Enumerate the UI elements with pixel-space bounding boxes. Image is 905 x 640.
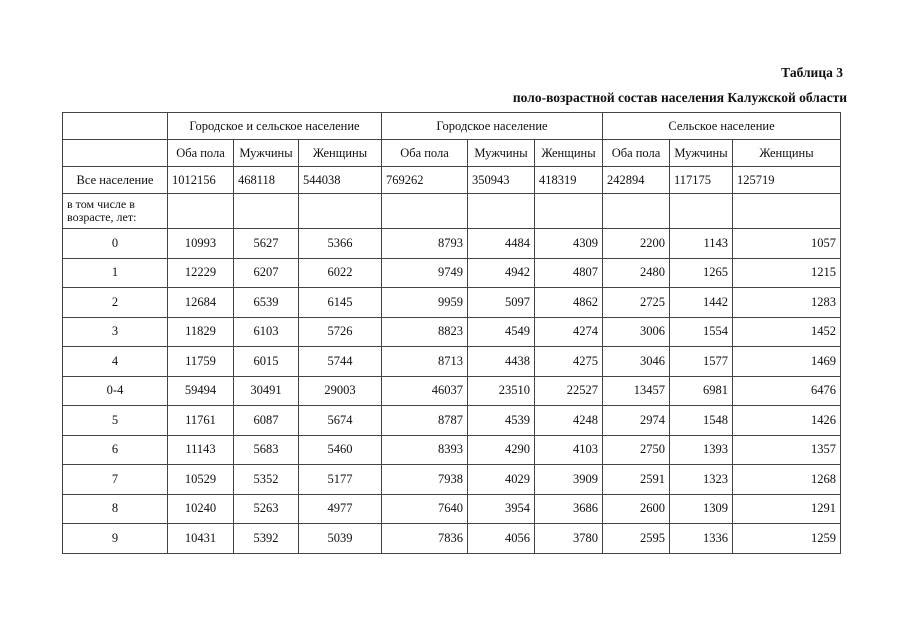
- value-cell: 1268: [733, 465, 841, 495]
- group-header-row: [63, 113, 841, 140]
- value-cell: 10240: [168, 494, 234, 524]
- total-cell: 544038: [299, 167, 382, 194]
- value-cell: 1469: [733, 347, 841, 377]
- total-cell: 242894: [603, 167, 670, 194]
- empty-cell: [603, 194, 670, 229]
- subheader-corner-cell: [63, 140, 168, 167]
- value-cell: 59494: [168, 376, 234, 406]
- subheader-cell: Оба пола: [168, 140, 234, 167]
- value-cell: 1323: [670, 465, 733, 495]
- age-label: 6: [63, 435, 168, 465]
- value-cell: 1548: [670, 406, 733, 436]
- value-cell: 1452: [733, 317, 841, 347]
- value-cell: 11761: [168, 406, 234, 436]
- value-cell: 5683: [234, 435, 299, 465]
- total-cell: 468118: [234, 167, 299, 194]
- value-cell: 6476: [733, 376, 841, 406]
- empty-cell: [382, 194, 468, 229]
- value-cell: 5177: [299, 465, 382, 495]
- empty-cell: [733, 194, 841, 229]
- population-table: [62, 112, 841, 554]
- value-cell: 11829: [168, 317, 234, 347]
- total-row-label: Все население: [63, 167, 168, 194]
- age-label: 4: [63, 347, 168, 377]
- age-row: [63, 494, 841, 524]
- value-cell: 6539: [234, 288, 299, 318]
- value-cell: 8823: [382, 317, 468, 347]
- value-cell: 5097: [468, 288, 535, 318]
- subheader-cell: Женщины: [733, 140, 841, 167]
- value-cell: 1291: [733, 494, 841, 524]
- value-cell: 5366: [299, 229, 382, 259]
- value-cell: 13457: [603, 376, 670, 406]
- value-cell: 4539: [468, 406, 535, 436]
- value-cell: 3686: [535, 494, 603, 524]
- value-cell: 4807: [535, 258, 603, 288]
- value-cell: 5392: [234, 524, 299, 554]
- value-cell: 2974: [603, 406, 670, 436]
- empty-cell: [234, 194, 299, 229]
- value-cell: 6087: [234, 406, 299, 436]
- value-cell: 4275: [535, 347, 603, 377]
- total-cell: 117175: [670, 167, 733, 194]
- subheader-cell: Мужчины: [670, 140, 733, 167]
- value-cell: 29003: [299, 376, 382, 406]
- value-cell: 4103: [535, 435, 603, 465]
- value-cell: 4942: [468, 258, 535, 288]
- value-cell: 12229: [168, 258, 234, 288]
- value-cell: 7640: [382, 494, 468, 524]
- value-cell: 5460: [299, 435, 382, 465]
- age-label: 5: [63, 406, 168, 436]
- subheader-cell: Мужчины: [468, 140, 535, 167]
- value-cell: 1336: [670, 524, 733, 554]
- value-cell: 2750: [603, 435, 670, 465]
- value-cell: 4862: [535, 288, 603, 318]
- value-cell: 4309: [535, 229, 603, 259]
- value-cell: 6207: [234, 258, 299, 288]
- age-row: [63, 465, 841, 495]
- age-row: [63, 288, 841, 318]
- value-cell: 3909: [535, 465, 603, 495]
- total-cell: 1012156: [168, 167, 234, 194]
- value-cell: 5627: [234, 229, 299, 259]
- value-cell: 5263: [234, 494, 299, 524]
- age-row: [63, 347, 841, 377]
- age-row: [63, 258, 841, 288]
- empty-cell: [670, 194, 733, 229]
- value-cell: 10431: [168, 524, 234, 554]
- age-row: [63, 376, 841, 406]
- age-label: 8: [63, 494, 168, 524]
- value-cell: 5726: [299, 317, 382, 347]
- value-cell: 3954: [468, 494, 535, 524]
- table-title: поло-возрастной состав населения Калужской области: [512, 90, 847, 105]
- value-cell: 1426: [733, 406, 841, 436]
- total-cell: 769262: [382, 167, 468, 194]
- subheader-row: [63, 140, 841, 167]
- empty-cell: [535, 194, 603, 229]
- subheader-cell: Мужчины: [234, 140, 299, 167]
- age-caption-label: в том числе в возрасте, лет:: [63, 194, 168, 229]
- age-row: [63, 435, 841, 465]
- age-row: [63, 229, 841, 259]
- value-cell: 1393: [670, 435, 733, 465]
- value-cell: 12684: [168, 288, 234, 318]
- value-cell: 11143: [168, 435, 234, 465]
- value-cell: 11759: [168, 347, 234, 377]
- empty-cell: [468, 194, 535, 229]
- empty-cell: [168, 194, 234, 229]
- age-label: 0: [63, 229, 168, 259]
- value-cell: 8713: [382, 347, 468, 377]
- value-cell: 8393: [382, 435, 468, 465]
- value-cell: 46037: [382, 376, 468, 406]
- value-cell: 4549: [468, 317, 535, 347]
- age-caption-row: [63, 194, 841, 229]
- subheader-cell: Женщины: [299, 140, 382, 167]
- value-cell: 6145: [299, 288, 382, 318]
- value-cell: 6015: [234, 347, 299, 377]
- value-cell: 4029: [468, 465, 535, 495]
- value-cell: 4248: [535, 406, 603, 436]
- age-row: [63, 524, 841, 554]
- value-cell: 1442: [670, 288, 733, 318]
- value-cell: 1143: [670, 229, 733, 259]
- value-cell: 22527: [535, 376, 603, 406]
- value-cell: 1283: [733, 288, 841, 318]
- header-corner-cell: [63, 113, 168, 140]
- value-cell: 7938: [382, 465, 468, 495]
- value-cell: 3006: [603, 317, 670, 347]
- total-cell: 125719: [733, 167, 841, 194]
- subheader-cell: Оба пола: [603, 140, 670, 167]
- value-cell: 8787: [382, 406, 468, 436]
- value-cell: 4274: [535, 317, 603, 347]
- value-cell: 1309: [670, 494, 733, 524]
- value-cell: 1259: [733, 524, 841, 554]
- value-cell: 3780: [535, 524, 603, 554]
- value-cell: 7836: [382, 524, 468, 554]
- value-cell: 2480: [603, 258, 670, 288]
- value-cell: 6981: [670, 376, 733, 406]
- value-cell: 1554: [670, 317, 733, 347]
- value-cell: 2591: [603, 465, 670, 495]
- group-header-rural: Сельское население: [603, 113, 841, 140]
- value-cell: 5674: [299, 406, 382, 436]
- total-row: [63, 167, 841, 194]
- age-row: [63, 406, 841, 436]
- value-cell: 3046: [603, 347, 670, 377]
- empty-cell: [299, 194, 382, 229]
- value-cell: 4438: [468, 347, 535, 377]
- value-cell: 1057: [733, 229, 841, 259]
- subheader-cell: Оба пола: [382, 140, 468, 167]
- value-cell: 5039: [299, 524, 382, 554]
- age-row: [63, 317, 841, 347]
- total-cell: 418319: [535, 167, 603, 194]
- value-cell: 5744: [299, 347, 382, 377]
- age-label: 9: [63, 524, 168, 554]
- value-cell: 9749: [382, 258, 468, 288]
- value-cell: 10529: [168, 465, 234, 495]
- total-cell: 350943: [468, 167, 535, 194]
- value-cell: 2600: [603, 494, 670, 524]
- age-label: 3: [63, 317, 168, 347]
- value-cell: 1357: [733, 435, 841, 465]
- subheader-cell: Женщины: [535, 140, 603, 167]
- group-header-urban-rural: Городское и сельское население: [168, 113, 382, 140]
- value-cell: 4290: [468, 435, 535, 465]
- value-cell: 8793: [382, 229, 468, 259]
- age-label: 2: [63, 288, 168, 318]
- value-cell: 4977: [299, 494, 382, 524]
- value-cell: 10993: [168, 229, 234, 259]
- value-cell: 2200: [603, 229, 670, 259]
- group-header-urban: Городское население: [382, 113, 603, 140]
- value-cell: 5352: [234, 465, 299, 495]
- value-cell: 9959: [382, 288, 468, 318]
- value-cell: 23510: [468, 376, 535, 406]
- value-cell: 2725: [603, 288, 670, 318]
- value-cell: 1215: [733, 258, 841, 288]
- value-cell: 1577: [670, 347, 733, 377]
- value-cell: 30491: [234, 376, 299, 406]
- age-label: 1: [63, 258, 168, 288]
- value-cell: 2595: [603, 524, 670, 554]
- table-number: Таблица 3: [781, 65, 843, 80]
- age-label: 7: [63, 465, 168, 495]
- value-cell: 4484: [468, 229, 535, 259]
- value-cell: 6103: [234, 317, 299, 347]
- value-cell: 4056: [468, 524, 535, 554]
- age-label: 0-4: [63, 376, 168, 406]
- value-cell: 1265: [670, 258, 733, 288]
- value-cell: 6022: [299, 258, 382, 288]
